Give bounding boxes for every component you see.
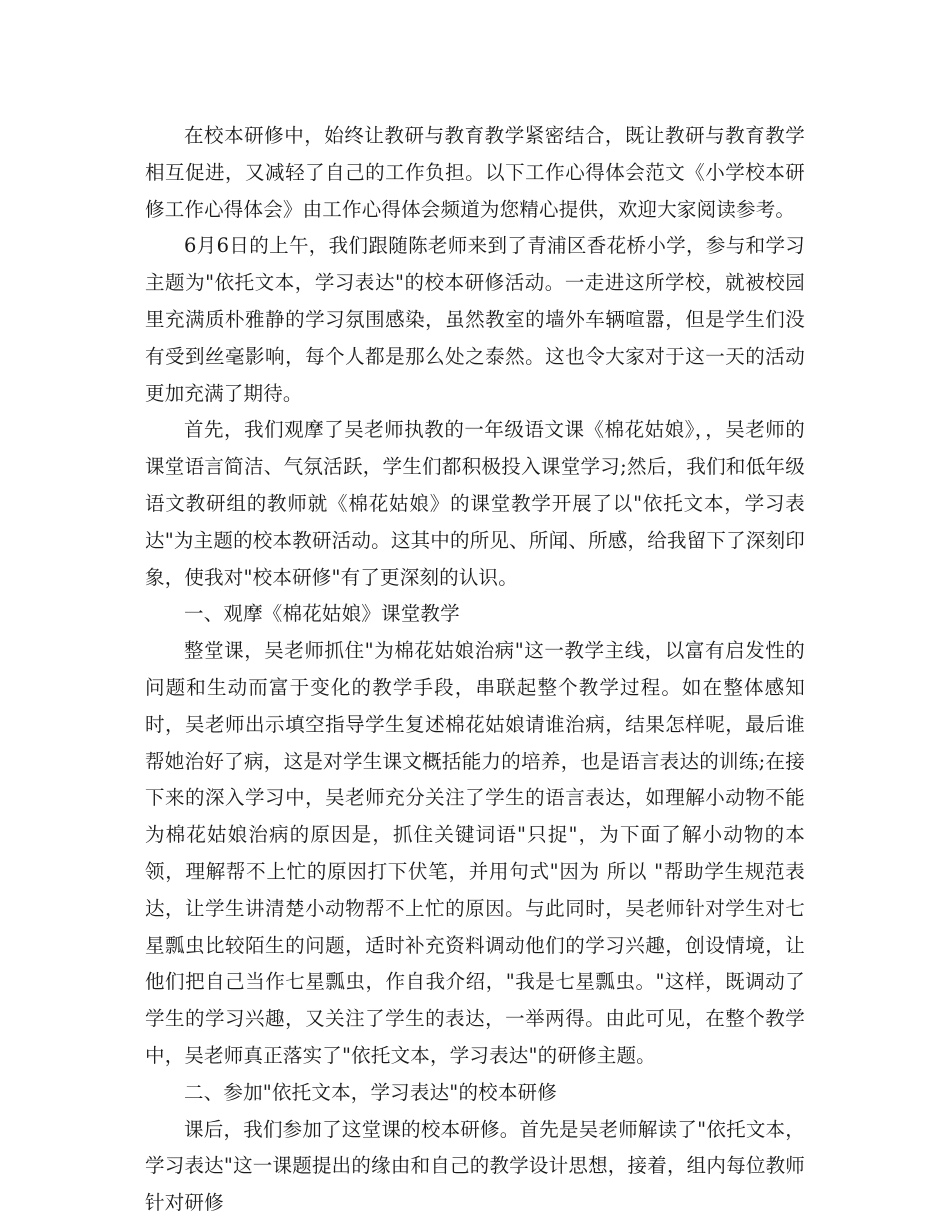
intro-paragraph: 在校本研修中，始终让教研与教育教学紧密结合，既让教研与教育教学相互促进，又减轻了自己的工作负担。以下工作心得体会范文《小学校本研修工作心得体会》由工作心得体会频道为您精心提供，欢迎大家阅读参考。 (145, 124, 805, 221)
observation-paragraph: 首先，我们观摩了吴老师执教的一年级语文课《棉花姑娘》，，吴老师的课堂语言简洁、气氛活跃，学生们都积极投入课堂学习;然后，我们和低年级语文教研组的教师就《棉花姑娘》的课堂教学开展了以"依托文本，学习表达"为主题的校本教研活动。这其中的所见、所闻、所感，给我留下了深刻印象，使我对"校本研修"有了更深刻的认识。 (145, 418, 805, 589)
document-body (145, 118, 805, 1222)
lesson-analysis-paragraph: 整堂课，吴老师抓住"为棉花姑娘治病"这一教学主线，以富有启发性的问题和生动而富于变化的教学手段，串联起整个教学过程。如在整体感知时，吴老师出示填空指导学生复述棉花姑娘请谁治病，结果怎样呢，最后谁帮她治好了病，这是对学生课文概括能力的培养，也是语言表达的训练;在接下来的深入学习中，吴老师充分关注了学生的语言表达，如理解小动物不能为棉花姑娘治病的原因是，抓住关键词语"只捉"，为下面了解小动物的本领，理解帮不上忙的原因打下伏笔，并用句式"因为 所以 "帮助学生规范表达，让学生讲清楚小动物帮不上忙的原因。与此同时，吴老师针对学生对七星瓢虫比较陌生的问题，适时补充资料调动他们的学习兴趣，创设情境，让他们把自己当作七星瓢虫，作自我介绍，"我是七星瓢虫。"这样，既调动了学生的学习兴趣，又关注了学生的表达，一举两得。由此可见，在整个教学中，吴老师真正落实了"依托文本，学习表达"的研修主题。 (145, 639, 805, 1067)
visit-paragraph: 6月6日的上午，我们跟随陈老师来到了青浦区香花桥小学，参与和学习主题为"依托文本，学习表达"的校本研修活动。一走进这所学校，就被校园里充满质朴雅静的学习氛围感染，虽然教室的墙外车辆喧嚣，但是学生们没有受到丝毫影响，每个人都是那么处之泰然。这也令大家对于这一天的活动更加充满了期待。 (145, 234, 805, 405)
section-heading-2: 二、参加"依托文本，学习表达"的校本研修 (184, 1080, 557, 1104)
section-heading-1: 一、观摩《棉花姑娘》课堂教学 (184, 602, 460, 626)
research-paragraph: 课后，我们参加了这堂课的校本研修。首先是吴老师解读了"依托文本，学习表达"这一课题提出的缘由和自己的教学设计思想，接着，组内每位教师针对研修 (145, 1117, 805, 1215)
